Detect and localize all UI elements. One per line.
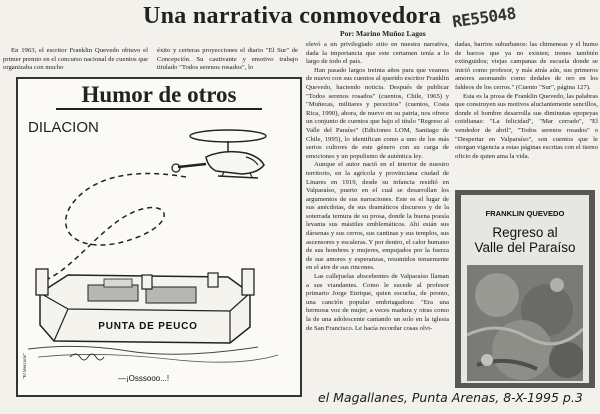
column-3-paragraph-1: elevó a un privilegiado sitio en nuestra narrativa, dada la importancia que este certamen tenía a lo largo de todo el país. bbox=[306, 41, 449, 66]
book-title-line-1: Regreso al bbox=[492, 225, 558, 240]
book-cover bbox=[455, 190, 595, 388]
handwritten-clip-note: el Magallanes, Punta Arenas, 8-X-1995 p.3 bbox=[318, 390, 583, 405]
column-2-paragraph: éxito y certeras proyecciones el diario "El Sur" de Concepción. Su cautivante y emotivo trabajo titulado "Todos serenos rosados", lo bbox=[157, 47, 298, 72]
article-column-3 bbox=[306, 41, 449, 391]
column-3-paragraph-4: Las callejuelas abscebentes de Valparaíso llaman a sus viandantes. Como le sucede al profesor primario Jorge Enrique, quien escucha, de pronto, una canción popular embriagadora: "Era una hermosa voz de mujer, a veces madura y otras como la de una adolescente cantando un solo en la iglesia de San Francisco. Le hacía recordar cosas olvi- bbox=[306, 273, 449, 332]
article-column-2 bbox=[157, 47, 298, 73]
column-4-paragraph-1: dadas, barrios suburbanos: las chimeneas y el humo de barcos que ya no existen; trenes también extinguidos; viejas campanas de escuela donde se inició como profesor, y más atrás aún, sus primeros amores asomando como dedales de oro en los faldeos de los cerros." (Cuento "Sur", página 127). bbox=[455, 41, 598, 91]
book-cover-art bbox=[467, 265, 583, 381]
article-headline: Una narrativa conmovedora bbox=[143, 3, 442, 29]
flight-path bbox=[48, 174, 186, 279]
cartoon-panel bbox=[16, 77, 302, 397]
archive-stamp: RE55048 bbox=[450, 3, 517, 32]
helicopter-drawing bbox=[172, 130, 266, 178]
book-cover-inner bbox=[461, 195, 589, 383]
cartoon-speech: —¡Osssooo...! bbox=[118, 374, 170, 383]
cartoon-caption: DILACION bbox=[28, 119, 99, 136]
book-author: FRANKLIN QUEVEDO bbox=[485, 209, 565, 218]
prison-drawing bbox=[28, 269, 278, 362]
book-title-line-2: Valle del Paraíso bbox=[474, 240, 576, 255]
cartoon-drawing bbox=[18, 79, 300, 395]
column-1-paragraph: En 1963, el escritor Franklin Quevedo obtuvo el primer premio en el concurso nacional de cuentos que organizaba con mucho bbox=[3, 47, 148, 72]
book-cover-illustration bbox=[467, 265, 583, 381]
column-4-paragraph-2: Esta es la prosa de Franklin Quevedo, las palabras que construyen sus motivos aluciantemente sencillos, donde el hombre desarrolla sus diminutas epopeyas cotidianas: "La felicidad", "Mar cerrado", "El vendedor de abril", "Todos serenos rosados" o "Despertar en Valparaíso", son cuentos que le otorgan vigencia a estas páginas escritas con el tierno oficio de quien ama la vida. bbox=[455, 92, 598, 160]
cartoon-credit: "El Mercurio" bbox=[22, 353, 27, 379]
article-column-1 bbox=[3, 47, 148, 73]
article-column-4 bbox=[455, 41, 598, 187]
prison-sign: PUNTA DE PEUCO bbox=[98, 321, 198, 332]
cartoon-title: Humor de otros bbox=[81, 82, 237, 107]
article-byline: Por: Marino Muñoz Lagos bbox=[340, 29, 426, 38]
book-title bbox=[461, 225, 589, 255]
column-3-paragraph-3: Aunque el autor nació en el interior de nuestro territorio, en la agrícola y provinciana ciudad de Linares en 1919, desde su infancia residió en Valparaíso, puerto en el cual se desarrollan los argumentos de sus narraciones. Este es el lugar de sus anécdotas, de sus dramáticos discursos y de la soterrada ternura de su prosa, donde la buena poesía levanta sus mástiles emblemáticos. Ahí están sus dársenas y sus cerros, sus cantinas y sus templos, sus ascensores y escaleras. Y por dentro, el calor humano de sus hombres y mujeres, empujados por la fuerza de sus amores y esperanzas, resumidos tenuemente en el aire de sus rincones. bbox=[306, 161, 449, 272]
column-3-paragraph-2: Han pasado largos treinta años para que veamos de nuevo con sus cuentos al querido escritor Franklin Quevedo, haciendo noticia. Después de publicar "Todos serenos rosados" (cuentos, Chile, 1965) y "Muñecas, militares y pececitos" (cuentos, Costa Rica, 1990), ahora, de nuevo en su patria, nos ofrece un conjunto de cuentos que bajo el título "Regreso al Valle del Paraíso" (Ediciones LOM, Santiago de Chile, 1995), lo identifican como a uno de los más serios cultores de este género con su carga de emociones y un populismo de auténtica ley. bbox=[306, 66, 449, 160]
